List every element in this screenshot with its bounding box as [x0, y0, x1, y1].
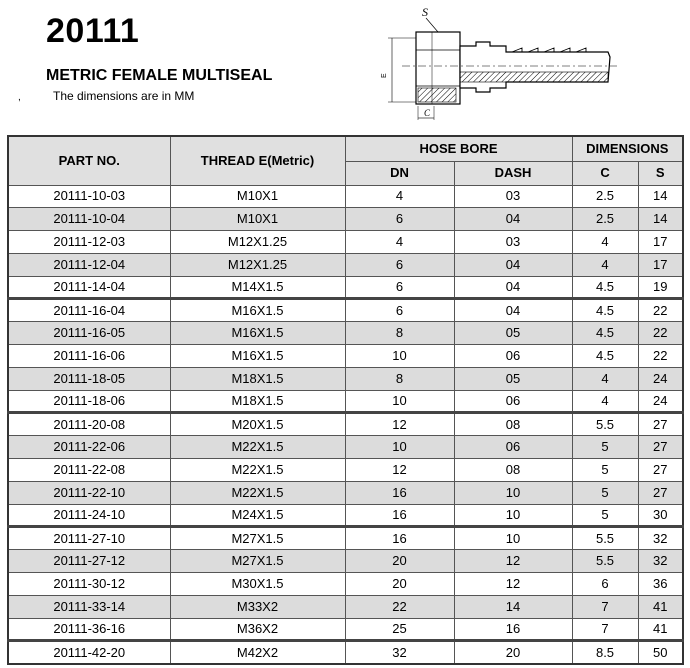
cell-c: 5 [572, 436, 638, 459]
cell-thread: M24X1.5 [170, 504, 345, 527]
cell-c: 4.5 [572, 276, 638, 299]
cell-c: 4.5 [572, 299, 638, 322]
cell-s: 41 [638, 595, 683, 618]
cell-s: 36 [638, 573, 683, 596]
cell-part: 20111-30-12 [8, 573, 170, 596]
cell-thread: M10X1 [170, 185, 345, 208]
cell-s: 30 [638, 504, 683, 527]
cell-dn: 12 [345, 459, 454, 482]
header-thread: THREAD E(Metric) [170, 136, 345, 185]
cell-thread: M27X1.5 [170, 550, 345, 573]
cell-c: 4 [572, 231, 638, 254]
cell-part: 20111-22-06 [8, 436, 170, 459]
cell-dn: 16 [345, 481, 454, 504]
cell-part: 20111-22-08 [8, 459, 170, 482]
table-row [8, 208, 683, 231]
cell-c: 4.5 [572, 322, 638, 345]
cell-dn: 4 [345, 231, 454, 254]
cell-thread: M12X1.25 [170, 253, 345, 276]
cell-s: 17 [638, 231, 683, 254]
cell-s: 27 [638, 459, 683, 482]
cell-dn: 8 [345, 322, 454, 345]
product-subtitle: METRIC FEMALE MULTISEAL [46, 67, 273, 84]
cell-dn: 32 [345, 641, 454, 664]
table-row [8, 299, 683, 322]
cell-part: 20111-27-12 [8, 550, 170, 573]
cell-dash: 04 [454, 253, 572, 276]
cell-thread: M16X1.5 [170, 345, 345, 368]
table-row [8, 527, 683, 550]
cell-thread: M22X1.5 [170, 459, 345, 482]
cell-dash: 03 [454, 231, 572, 254]
cell-part: 20111-16-06 [8, 345, 170, 368]
table-row [8, 550, 683, 573]
cell-s: 24 [638, 367, 683, 390]
cell-dn: 16 [345, 527, 454, 550]
cell-c: 5 [572, 504, 638, 527]
stray-mark: , [18, 92, 21, 103]
cell-dn: 6 [345, 208, 454, 231]
cell-c: 5.5 [572, 550, 638, 573]
cell-thread: M36X2 [170, 618, 345, 641]
cell-dash: 04 [454, 299, 572, 322]
cell-thread: M18X1.5 [170, 367, 345, 390]
table-row [8, 436, 683, 459]
cell-part: 20111-33-14 [8, 595, 170, 618]
header-dn: DN [345, 161, 454, 185]
cell-c: 7 [572, 595, 638, 618]
cell-dash: 05 [454, 322, 572, 345]
cell-c: 5.5 [572, 413, 638, 436]
table-row [8, 504, 683, 527]
cell-s: 50 [638, 641, 683, 664]
header-c: C [572, 161, 638, 185]
cell-dash: 10 [454, 527, 572, 550]
cell-thread: M42X2 [170, 641, 345, 664]
cell-dn: 6 [345, 299, 454, 322]
cell-dn: 25 [345, 618, 454, 641]
cell-thread: M30X1.5 [170, 573, 345, 596]
cell-thread: M27X1.5 [170, 527, 345, 550]
dimensions-note: The dimensions are in MM [53, 89, 195, 103]
cell-part: 20111-18-05 [8, 367, 170, 390]
cell-dash: 06 [454, 436, 572, 459]
cell-c: 4 [572, 390, 638, 413]
cell-dn: 20 [345, 550, 454, 573]
table-row [8, 276, 683, 299]
cell-c: 5 [572, 481, 638, 504]
cell-dash: 08 [454, 459, 572, 482]
cell-part: 20111-16-04 [8, 299, 170, 322]
header-part-no: PART NO. [8, 136, 170, 185]
cell-s: 14 [638, 185, 683, 208]
cell-c: 4 [572, 367, 638, 390]
cell-thread: M14X1.5 [170, 276, 345, 299]
cell-dash: 14 [454, 595, 572, 618]
page-title: 20111 [46, 12, 140, 50]
label-c: C [424, 108, 431, 118]
cell-thread: M33X2 [170, 595, 345, 618]
cell-dash: 06 [454, 345, 572, 368]
cell-dn: 10 [345, 345, 454, 368]
cell-part: 20111-27-10 [8, 527, 170, 550]
cell-dash: 08 [454, 413, 572, 436]
cell-part: 20111-14-04 [8, 276, 170, 299]
cell-s: 27 [638, 436, 683, 459]
cell-thread: M16X1.5 [170, 322, 345, 345]
cell-dash: 12 [454, 550, 572, 573]
cell-c: 5.5 [572, 527, 638, 550]
cell-s: 41 [638, 618, 683, 641]
fitting-drawing [372, 2, 622, 122]
cell-thread: M12X1.25 [170, 231, 345, 254]
header-hose-bore: HOSE BORE [345, 136, 572, 161]
cell-dash: 04 [454, 276, 572, 299]
cell-dn: 20 [345, 573, 454, 596]
cell-c: 2.5 [572, 208, 638, 231]
table-row [8, 641, 683, 664]
table-row [8, 595, 683, 618]
cell-part: 20111-16-05 [8, 322, 170, 345]
table-row [8, 481, 683, 504]
cell-c: 7 [572, 618, 638, 641]
table-row [8, 367, 683, 390]
cell-s: 14 [638, 208, 683, 231]
cell-dn: 10 [345, 436, 454, 459]
cell-s: 17 [638, 253, 683, 276]
cell-part: 20111-10-03 [8, 185, 170, 208]
header-s: S [638, 161, 683, 185]
cell-dash: 12 [454, 573, 572, 596]
table-row [8, 459, 683, 482]
cell-c: 8.5 [572, 641, 638, 664]
cell-part: 20111-24-10 [8, 504, 170, 527]
cell-part: 20111-20-08 [8, 413, 170, 436]
label-e: E [381, 73, 388, 78]
cell-part: 20111-36-16 [8, 618, 170, 641]
cell-dash: 10 [454, 481, 572, 504]
table-row [8, 345, 683, 368]
cell-s: 32 [638, 550, 683, 573]
cell-s: 22 [638, 299, 683, 322]
cell-part: 20111-22-10 [8, 481, 170, 504]
cell-s: 24 [638, 390, 683, 413]
cell-part: 20111-12-04 [8, 253, 170, 276]
cell-s: 32 [638, 527, 683, 550]
cell-thread: M16X1.5 [170, 299, 345, 322]
table-row [8, 413, 683, 436]
cell-dash: 04 [454, 208, 572, 231]
cell-dn: 10 [345, 390, 454, 413]
cell-c: 4.5 [572, 345, 638, 368]
cell-dash: 16 [454, 618, 572, 641]
cell-dash: 06 [454, 390, 572, 413]
header-dash: DASH [454, 161, 572, 185]
cell-thread: M22X1.5 [170, 436, 345, 459]
cell-c: 5 [572, 459, 638, 482]
spec-table [7, 135, 684, 665]
cell-dn: 6 [345, 276, 454, 299]
table-row [8, 231, 683, 254]
cell-dn: 8 [345, 367, 454, 390]
table-row [8, 573, 683, 596]
cell-thread: M10X1 [170, 208, 345, 231]
table-row [8, 618, 683, 641]
cell-s: 22 [638, 322, 683, 345]
table-row [8, 253, 683, 276]
cell-c: 2.5 [572, 185, 638, 208]
table-row [8, 390, 683, 413]
cell-dash: 20 [454, 641, 572, 664]
cell-c: 4 [572, 253, 638, 276]
table-row [8, 185, 683, 208]
cell-thread: M18X1.5 [170, 390, 345, 413]
cell-dn: 22 [345, 595, 454, 618]
table-row [8, 322, 683, 345]
cell-dash: 10 [454, 504, 572, 527]
label-s: S [422, 5, 428, 19]
cell-dash: 05 [454, 367, 572, 390]
cell-part: 20111-42-20 [8, 641, 170, 664]
cell-thread: M20X1.5 [170, 413, 345, 436]
cell-dn: 6 [345, 253, 454, 276]
cell-thread: M22X1.5 [170, 481, 345, 504]
cell-dn: 16 [345, 504, 454, 527]
cell-dash: 03 [454, 185, 572, 208]
cell-s: 22 [638, 345, 683, 368]
cell-c: 6 [572, 573, 638, 596]
cell-part: 20111-18-06 [8, 390, 170, 413]
cell-dn: 4 [345, 185, 454, 208]
header-dimensions: DIMENSIONS [572, 136, 683, 161]
cell-s: 27 [638, 413, 683, 436]
cell-part: 20111-10-04 [8, 208, 170, 231]
cell-dn: 12 [345, 413, 454, 436]
cell-part: 20111-12-03 [8, 231, 170, 254]
cell-s: 19 [638, 276, 683, 299]
cell-s: 27 [638, 481, 683, 504]
